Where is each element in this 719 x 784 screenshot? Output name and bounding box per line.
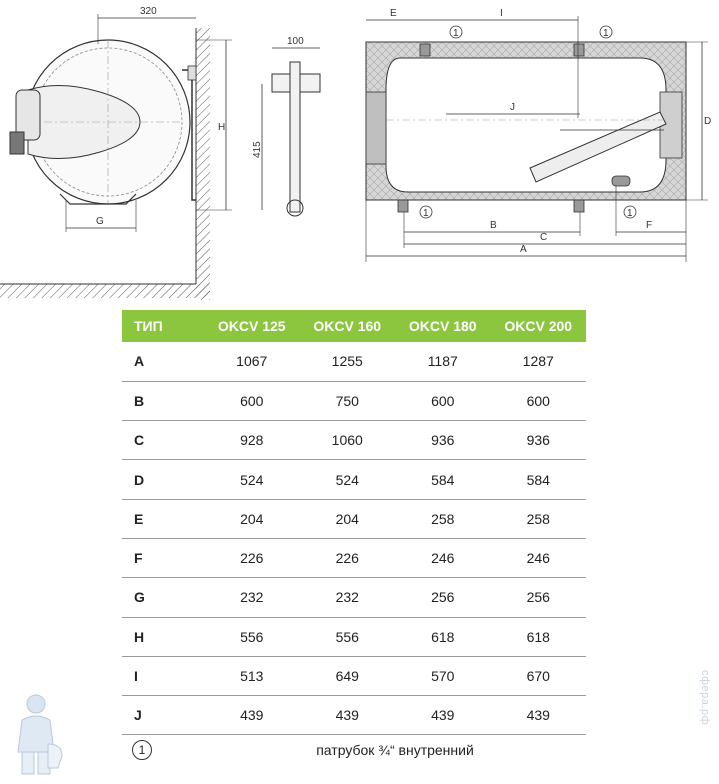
top-fitting-right: [574, 44, 584, 56]
dim-b-label: B: [490, 220, 497, 231]
table-cell: 246: [491, 538, 587, 577]
section-view: [366, 8, 711, 262]
plumber-mascot-icon: [8, 690, 66, 780]
row-label: E: [122, 499, 204, 538]
dim-a-label: A: [520, 244, 527, 255]
row-label: I: [122, 656, 204, 695]
table-cell: 226: [300, 538, 396, 577]
table-cell: 256: [395, 578, 491, 617]
row-label: C: [122, 421, 204, 460]
dim-100-label: 100: [287, 36, 304, 47]
table-cell: 600: [395, 381, 491, 420]
table-cell: 1287: [491, 342, 587, 381]
header-okcv-180: OKCV 180: [395, 310, 491, 342]
dim-320-label: 320: [140, 6, 157, 17]
header-okcv-125: OKCV 125: [204, 310, 300, 342]
table-cell: 204: [204, 499, 300, 538]
table-cell: 258: [395, 499, 491, 538]
table-cell: 584: [491, 460, 587, 499]
table-cell: 618: [491, 617, 587, 656]
table-cell: 618: [395, 617, 491, 656]
side-pipe-fitting: [188, 66, 196, 80]
footnote-marker-cell: [122, 735, 204, 765]
floor-hatch: [0, 284, 210, 298]
bracket-view: [252, 36, 320, 216]
front-flange: [366, 92, 386, 164]
dim-g-label: G: [96, 216, 104, 227]
table-cell: 670: [491, 656, 587, 695]
side-view: [0, 6, 232, 300]
table-cell: 439: [395, 696, 491, 735]
row-label: J: [122, 696, 204, 735]
table-cell: 1067: [204, 342, 300, 381]
table-row: [122, 656, 586, 695]
header-type: ТИП: [122, 310, 204, 342]
dim-j-label: J: [510, 102, 515, 113]
table-cell: 226: [204, 538, 300, 577]
row-label: F: [122, 538, 204, 577]
table-cell: 246: [395, 538, 491, 577]
table-cell: 258: [491, 499, 587, 538]
table-row: [122, 499, 586, 538]
bracket-bar: [290, 62, 300, 212]
marker-bottom-right-label: 1: [627, 208, 633, 219]
table-cell: 524: [300, 460, 396, 499]
table-cell: 256: [491, 578, 587, 617]
drain-fitting: [612, 176, 630, 186]
table-cell: 936: [491, 421, 587, 460]
dim-h-label: H: [218, 122, 226, 133]
table-cell: 928: [204, 421, 300, 460]
row-label: B: [122, 381, 204, 420]
table-cell: 204: [300, 499, 396, 538]
table-cell: 232: [204, 578, 300, 617]
table-cell: 439: [300, 696, 396, 735]
table-cell: 600: [491, 381, 587, 420]
dim-d-label: D: [704, 116, 712, 127]
marker-top-left-label: 1: [453, 28, 459, 39]
table-cell: 1187: [395, 342, 491, 381]
technical-drawing: [0, 0, 719, 300]
circled-marker-icon: 1: [132, 740, 152, 760]
table-cell: 556: [204, 617, 300, 656]
thermostat-knob: [10, 132, 24, 154]
bottom-fitting-left: [398, 200, 408, 212]
dim-f-label: F: [646, 220, 653, 231]
dim-c-label: C: [540, 232, 548, 243]
table-row: [122, 460, 586, 499]
table-row: [122, 421, 586, 460]
watermark: [697, 670, 713, 780]
marker-bottom-left-label: 1: [423, 208, 429, 219]
table-row: [122, 617, 586, 656]
spec-table-header: [122, 310, 586, 342]
watermark-text: сфера.рф: [699, 670, 711, 726]
dim-415-label: 415: [252, 141, 263, 158]
spec-table: [122, 310, 586, 765]
table-row: [122, 381, 586, 420]
drawing-svg: [0, 0, 719, 300]
header-okcv-160: OKCV 160: [300, 310, 396, 342]
table-cell: 232: [300, 578, 396, 617]
table-cell: 439: [204, 696, 300, 735]
header-okcv-200: OKCV 200: [491, 310, 587, 342]
row-label: H: [122, 617, 204, 656]
table-row: [122, 538, 586, 577]
row-label: D: [122, 460, 204, 499]
table-cell: 1255: [300, 342, 396, 381]
table-cell: 1060: [300, 421, 396, 460]
footnote-row: [122, 735, 586, 765]
footnote-text: патрубок ¾“ внутренний: [316, 742, 474, 759]
table-cell: 524: [204, 460, 300, 499]
table-cell: 600: [204, 381, 300, 420]
table-cell: 570: [395, 656, 491, 695]
row-label: G: [122, 578, 204, 617]
inner-tank: [386, 58, 666, 192]
table-cell: 513: [204, 656, 300, 695]
table-row: [122, 696, 586, 735]
bottom-fitting-right: [574, 200, 584, 212]
dim-e-label: E: [390, 8, 397, 19]
spec-table-body: [122, 342, 586, 765]
top-fitting-left: [420, 44, 430, 56]
table-cell: 556: [300, 617, 396, 656]
dim-i-label: I: [500, 8, 503, 19]
table-cell: 750: [300, 381, 396, 420]
table-row: [122, 578, 586, 617]
table-cell: 439: [491, 696, 587, 735]
table-cell: 649: [300, 656, 396, 695]
wall-hatch: [196, 28, 210, 300]
table-cell: 936: [395, 421, 491, 460]
table-row: [122, 342, 586, 381]
table-cell: 584: [395, 460, 491, 499]
row-label: A: [122, 342, 204, 381]
marker-top-right-label: 1: [603, 28, 609, 39]
